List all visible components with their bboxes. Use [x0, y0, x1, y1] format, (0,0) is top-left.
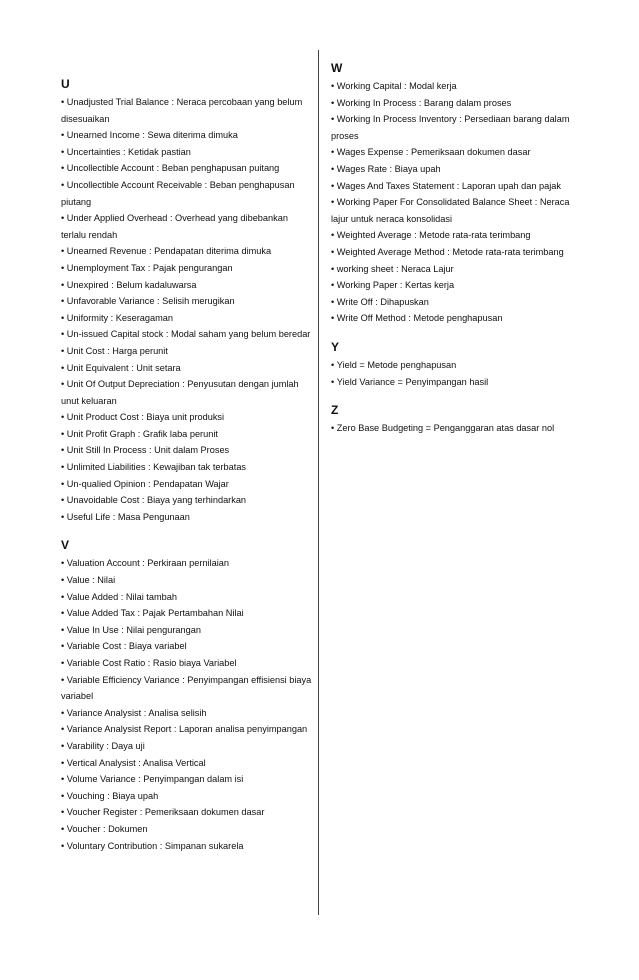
glossary-list-w [331, 78, 571, 327]
glossary-entry: • Variable Cost : Biaya variabel [61, 638, 313, 655]
glossary-entry: • Unadjusted Trial Balance : Neraca percobaan yang belum disesuaikan [61, 94, 313, 127]
section-v [61, 535, 313, 854]
glossary-entry: • Wages Rate : Biaya upah [331, 161, 571, 178]
glossary-entry: • Yield Variance = Penyimpangan hasil [331, 374, 571, 391]
glossary-entry: • Write Off : Dihapuskan [331, 294, 571, 311]
glossary-entry: • Unit Profit Graph : Grafik laba perunit [61, 426, 313, 443]
glossary-entry: • Variable Efficiency Variance : Penyimpangan effisiensi biaya variabel [61, 672, 313, 705]
glossary-entry: • Variance Analysist : Analisa selisih [61, 705, 313, 722]
glossary-entry: • Unexpired : Belum kadaluwarsa [61, 277, 313, 294]
section-u [61, 74, 313, 525]
glossary-entry: • Unit Product Cost : Biaya unit produksi [61, 409, 313, 426]
glossary-entry: • Uncollectible Account Receivable : Beban penghapusan piutang [61, 177, 313, 210]
glossary-entry: • Un-qualied Opinion : Pendapatan Wajar [61, 476, 313, 493]
glossary-entry: • Volume Variance : Penyimpangan dalam isi [61, 771, 313, 788]
section-heading-y: Y [331, 339, 340, 354]
glossary-entry: • Working Capital : Modal kerja [331, 78, 571, 95]
glossary-entry: • Unit Equivalent : Unit setara [61, 360, 313, 377]
glossary-list-v [61, 555, 313, 854]
glossary-entry: • Working Paper : Kertas kerja [331, 277, 571, 294]
glossary-entry: • Valuation Account : Perkiraan pernilaian [61, 555, 313, 572]
glossary-entry: • Useful Life : Masa Pengunaan [61, 509, 313, 526]
glossary-entry: • Wages Expense : Pemeriksaan dokumen dasar [331, 144, 571, 161]
glossary-entry: • Value Added Tax : Pajak Pertambahan Nilai [61, 605, 313, 622]
glossary-entry: • Unfavorable Variance : Selisih merugikan [61, 293, 313, 310]
glossary-entry: • Variable Cost Ratio : Rasio biaya Variabel [61, 655, 313, 672]
glossary-entry: • Unit Still In Process : Unit dalam Proses [61, 442, 313, 459]
section-heading-w: W [331, 61, 343, 75]
glossary-entry: • Weighted Average Method : Metode rata-rata terimbang [331, 244, 571, 261]
section-y [331, 337, 571, 390]
glossary-entry: • Wages And Taxes Statement : Laporan upah dan pajak [331, 178, 571, 195]
section-w [331, 58, 571, 327]
glossary-entry: • Value : Nilai [61, 572, 313, 589]
right-column [331, 0, 571, 437]
glossary-entry: • Un-issued Capital stock : Modal saham yang belum beredar [61, 326, 313, 343]
glossary-entry: • Unearned Income : Sewa diterima dimuka [61, 127, 313, 144]
glossary-entry: • Value In Use : Nilai pengurangan [61, 622, 313, 639]
glossary-entry: • Yield = Metode penghapusan [331, 357, 571, 374]
glossary-entry: • Varability : Daya uji [61, 738, 313, 755]
section-heading-v: V [61, 538, 70, 553]
glossary-list-y [331, 357, 571, 390]
glossary-entry: • Unearned Revenue : Pendapatan diterima dimuka [61, 243, 313, 260]
glossary-entry: • Working In Process Inventory : Persediaan barang dalam proses [331, 111, 571, 144]
glossary-entry: • Vertical Analysist : Analisa Vertical [61, 755, 313, 772]
glossary-entry: • Unlimited Liabilities : Kewajiban tak terbatas [61, 459, 313, 476]
glossary-entry: • Under Applied Overhead : Overhead yang dibebankan terlalu rendah [61, 210, 313, 243]
glossary-entry: • Uniformity : Keseragaman [61, 310, 313, 327]
glossary-entry: • Working Paper For Consolidated Balance Sheet : Neraca lajur untuk neraca konsolidasi [331, 194, 571, 227]
glossary-entry: • Value Added : Nilai tambah [61, 589, 313, 606]
glossary-entry: • Unit Cost : Harga perunit [61, 343, 313, 360]
glossary-entry: • Weighted Average : Metode rata-rata terimbang [331, 227, 571, 244]
glossary-list-z [331, 420, 571, 437]
glossary-entry: • working sheet : Neraca Lajur [331, 261, 571, 278]
glossary-entry: • Variance Analysist Report : Laporan analisa penyimpangan [61, 721, 313, 738]
section-heading-z: Z [331, 403, 339, 418]
glossary-entry: • Unit Of Output Depreciation : Penyusutan dengan jumlah unut keluaran [61, 376, 313, 409]
glossary-entry: • Voucher : Dokumen [61, 821, 313, 838]
left-column [61, 0, 313, 854]
column-divider [318, 50, 319, 915]
section-heading-u: U [61, 77, 70, 91]
glossary-entry: • Working In Process : Barang dalam proses [331, 95, 571, 112]
glossary-entry: • Zero Base Budgeting = Penganggaran atas dasar nol [331, 420, 571, 437]
glossary-entry: • Unavoidable Cost : Biaya yang terhindarkan [61, 492, 313, 509]
glossary-list-u [61, 94, 313, 525]
glossary-entry: • Vouching : Biaya upah [61, 788, 313, 805]
glossary-entry: • Uncollectible Account : Beban penghapusan puitang [61, 160, 313, 177]
glossary-entry: • Uncertainties : Ketidak pastian [61, 144, 313, 161]
glossary-entry: • Voluntary Contribution : Simpanan sukarela [61, 838, 313, 855]
glossary-entry: • Voucher Register : Pemeriksaan dokumen dasar [61, 804, 313, 821]
section-z [331, 400, 571, 437]
glossary-entry: • Unemployment Tax : Pajak pengurangan [61, 260, 313, 277]
glossary-entry: • Write Off Method : Metode penghapusan [331, 310, 571, 327]
